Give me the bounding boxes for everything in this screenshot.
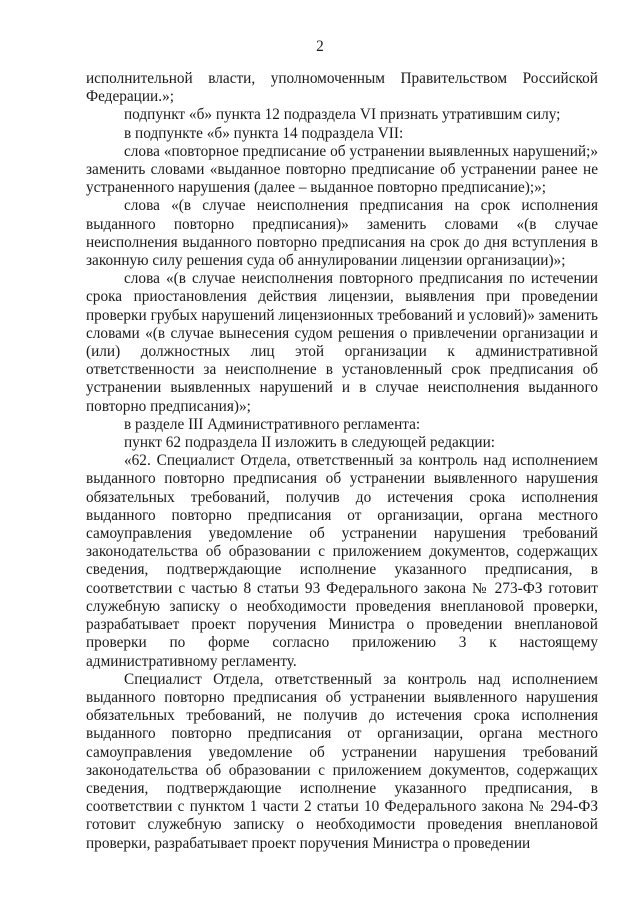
paragraph: «62. Специалист Отдела, ответственный за контроль над исполнением выданного повторно предписания об устранении выявленного нарушения обязательных требований, получив до истечения срока исполнения выданного повторно предписания от организации, органа местного самоуправления уведомление об устранении нарушения требований законодательства об образовании с приложением документов, содержащих сведения, подтверждающие исполнение указанного предписания, в соответствии с частью 8 статьи 93 Федерального закона № 273-ФЗ готовит служебную записку о необходимости проведения внеплановой проверки, разрабатывает проект поручения Министра о проведении внеплановой проверки по форме согласно приложению 3 к настоящему административному регламенту. <box>86 452 598 670</box>
paragraph: подпункт «б» пункта 12 подраздела VI признать утратившим силу; <box>124 106 561 124</box>
paragraph: Специалист Отдела, ответственный за контроль над исполнением выданного повторно предписания об устранении выявленного нарушения обязательных требований, не получив до истечения срока исполнения выданного повторно предписания от организации, органа местного самоуправления уведомление об устранении нарушения требований законодательства об образовании с приложением документов, содержащих сведения, подтверждающие исполнение указанного предписания, в соответствии с пунктом 1 части 2 статьи 10 Федерального закона № 294-ФЗ готовит служебную записку о необходимости проведения внеплановой проверки, разрабатывает проект поручения Министра о проведении <box>86 670 598 852</box>
paragraph: пункт 62 подраздела II изложить в следующей редакции: <box>124 434 496 452</box>
document-body <box>86 70 598 853</box>
paragraph: слова «повторное предписание об устранении выявленных нарушений;» заменить словами «выданное повторно предписание об устранении ранее не устраненного нарушения (далее – выданное повторно предписание);»; <box>86 142 598 197</box>
paragraph: исполнительной власти, уполномоченным Правительством Российской Федерации.»; <box>86 70 598 106</box>
paragraph: в разделе III Административного регламента: <box>124 415 421 433</box>
paragraph: в подпункте «б» пункта 14 подраздела VII: <box>124 124 404 142</box>
paragraph: слова «(в случае неисполнения повторного предписания по истечении срока приостановления действия лицензии, выявления при проведении проверки грубых нарушений лицензионных требований и условий)» заменить словами «(в случае вынесения судом решения о привлечении организации и (или) должностных лиц этой организации к административной ответственности за неисполнение в установленный срок предписания об устранении выявленных нарушений и в случае неисполнения выданного повторно предписания)»; <box>86 270 598 415</box>
page-number: 2 <box>316 38 324 55</box>
paragraph: слова «(в случае неисполнения предписания на срок исполнения выданного повторно предписания)» заменить словами «(в случае неисполнения выданного повторно предписания на срок до дня вступления в законную силу решения суда об аннулировании лицензии организации)»; <box>86 197 598 270</box>
